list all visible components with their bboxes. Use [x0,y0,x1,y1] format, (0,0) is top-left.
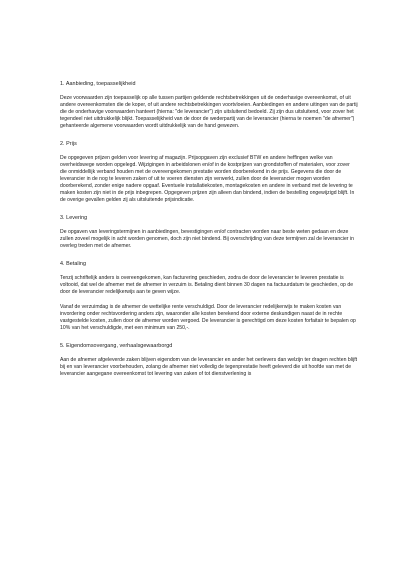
section-heading: 1. Aanbieding, toepasselijkheid [60,81,136,87]
section-betaling [60,260,358,332]
section-heading: 2. Prijs [60,141,77,147]
paragraph: Tenzij schriftelijk anders is overeengekomen, kan facturering geschieden, zodra de door de leverancier te leveren prestatie is voltooid, dat wel de afnemer met de afnemer in verzuim is. Betaling dient binnen 30 dagen na factuurdatum te geschieden, op de door de leverancier redelijkerwijs aan te geven wijze. [60,275,354,295]
section-heading: 3. Levering [60,215,88,221]
paragraph: Deze voorwaarden zijn toepasselijk op alle tussen partijen geldende rechtsbetrekkingen uit de onderhavige overeenkomst, of uit andere overeenkomsten die de koper, of uit andere rechtsbetrekkingen voortvloeien. Aanbiedingen en andere uitingen van de partij die de onderhavige voorwaarden hanteert (hierna: "de leverancier") zijn uitsluitend bedoeld. Zij zijn dus uitsluitend, voor zover het tegendeel niet uitdrukkelijk blijkt. Toepasselijkheid van de door de wederpartij van de leverancier (hierna te noemen "de afnemer") gehanteerde algemene voorwaarden wordt uitdrukkelijk van de hand gewezen. [60,95,358,129]
paragraph: De opgegeven prijzen gelden voor levering af magazijn. Prijsopgaven zijn exclusief BTW en andere heffingen welke van overheidswege worden opgelegd. Wijzigingen in arbeidslonen en/of in de kostprijzen van grondstoffen of materialen, voor zover die onmiddellijk verband houden met de overeengekomen prestatie worden doorberekend in de prijs. Gegevens die door de leverancier in de nog te leveren zaken of uit te voeren diensten zijn verwerkt, zullen door de leverancier mogen worden doorberekend, zonder enige nadere opgaaf. Eventuele installatiekosten, montagekosten en andere in verband met de levering te maken kosten zijn niet in de prijs inbegrepen. Opgegeven prijzen zijn alleen dan bindend, indien de bestelling ongewijzigd blijft. In de overige gevallen gelden zij als uitsluitende prijsindicatie. [60,155,355,203]
paragraph: Aan de afnemer afgeleverde zaken blijven eigendom van de leverancier en ander het oerlevers dan welzijn ter dragen rechten blijft bij en van leverancier voorbehouden, zolang de afnemer niet volledig de tegenprestatie heeft geleverd die uit hoofde van met de leverancier aangegane overeenkomst tot levering van zaken of tot dienstverlening is [60,357,358,377]
section-eigendomsovergang [60,342,358,378]
paragraph: Vanaf de verzuimdag is de afnemer de wettelijke rente verschuldigd. Door de leverancier redelijkerwijs te maken kosten van invordering onder rechtsvordering anders zijn, waaronder alle kosten berekend door externe deskundigen naast de in rechte vastgestelde kosten, zullen door de afnemer worden vergoed. De leverancier is gerechtigd om deze kosten forfaitair te bepalen op 10% van het verschuldigde, met een minimum van 250,-. [60,304,356,331]
section-aanbieding [60,80,358,130]
document-body [60,80,358,570]
section-heading: 4. Betaling [60,261,87,267]
paragraph: De opgaven van leveringstermijnen in aanbiedingen, bevestigingen en/of contracten worden naar beste weten gedaan en deze zullen zoveel mogelijk in acht worden genomen, doch zijn niet bindend. Bij overschrijding van deze termijnen zal de leverancier in overleg treden met de afnemer. [60,229,354,249]
section-levering [60,214,358,250]
section-heading: 5. Eigendomsovergang, verhaalsgewaarborgd [60,343,173,349]
section-prijs [60,140,358,204]
